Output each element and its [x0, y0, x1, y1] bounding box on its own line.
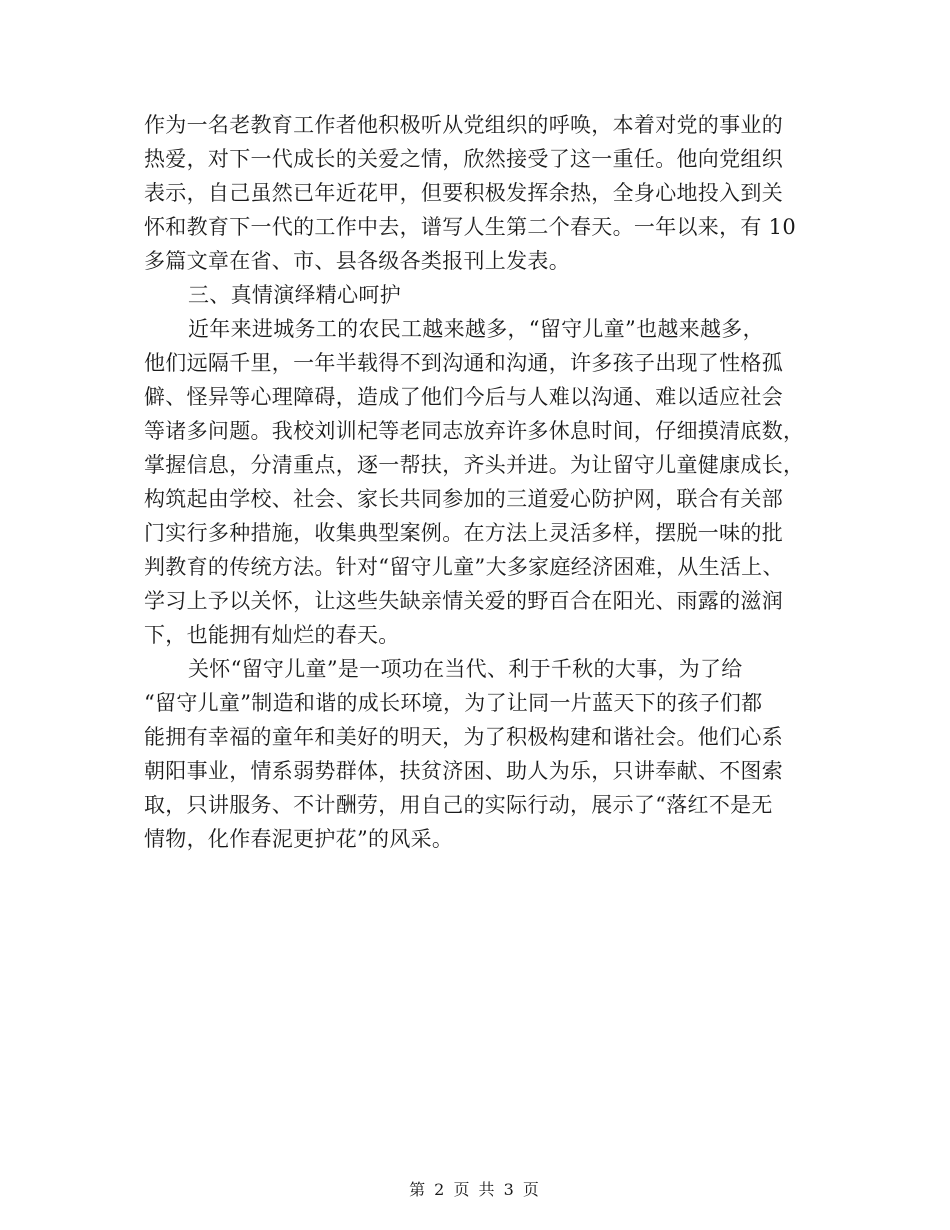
- text-line: 学习上予以关怀，让这些失缺亲情关爱的野百合在阳光、雨露的滋润: [144, 589, 783, 613]
- page-number-footer: 第 2 页 共 3 页: [409, 1180, 541, 1199]
- text-line: 掌握信息，分清重点，逐一帮扶，齐头并进。为让留守儿童健康成长，: [144, 453, 805, 477]
- text-line: 作为一名老教育工作者他积极听从党组织的呼唤，本着对党的事业的: [144, 113, 783, 137]
- document-body: [144, 108, 804, 856]
- text-line: 情物，化作春泥更护花”的风采。: [144, 827, 454, 851]
- text-line: 下，也能拥有灿烂的春天。: [144, 623, 400, 647]
- text-line: 热爱，对下一代成长的关爱之情，欣然接受了这一重任。他向党组织: [144, 147, 783, 171]
- text-line: 他们远隔千里，一年半载得不到沟通和沟通，许多孩子出现了性格孤: [144, 351, 783, 375]
- paragraph-1: [144, 108, 804, 278]
- text-line: 近年来进城务工的农民工越来越多，“留守儿童”也越来越多，: [188, 317, 764, 341]
- paragraph-3: [144, 652, 804, 856]
- text-line: 怀和教育下一代的工作中去，谱写人生第二个春天。一年以来，有 10: [144, 215, 796, 239]
- text-line: 多篇文章在省、市、县各级各类报刊上发表。: [144, 249, 570, 273]
- heading-line: 三、真情演绎精心呵护: [188, 283, 401, 307]
- text-line: 僻、怪异等心理障碍，造成了他们今后与人难以沟通、难以适应社会: [144, 385, 783, 409]
- text-line: 朝阳事业，情系弱势群体，扶贫济困、助人为乐，只讲奉献、不图索: [144, 759, 783, 783]
- text-line: 取，只讲服务、不计酬劳，用自己的实际行动，展示了“落红不是无: [144, 793, 773, 817]
- section-heading: [144, 278, 804, 312]
- text-line: “留守儿童”制造和谐的成长环境，为了让同一片蓝天下的孩子们都: [144, 691, 763, 715]
- text-line: 门实行多种措施，收集典型案例。在方法上灵活多样，摆脱一味的批: [144, 521, 783, 545]
- paragraph-2: [144, 312, 804, 652]
- text-line: 表示，自己虽然已年近花甲，但要积极发挥余热，全身心地投入到关: [144, 181, 783, 205]
- text-line: 关怀“留守儿童”是一项功在当代、利于千秋的大事，为了给: [188, 657, 743, 681]
- text-line: 判教育的传统方法。针对“留守儿童”大多家庭经济困难，从生活上、: [144, 555, 784, 579]
- text-line: 能拥有幸福的童年和美好的明天，为了积极构建和谐社会。他们心系: [144, 725, 783, 749]
- text-line: 构筑起由学校、社会、家长共同参加的三道爱心防护网，联合有关部: [144, 487, 783, 511]
- text-line: 等诸多问题。我校刘训杞等老同志放弃许多休息时间，仔细摸清底数，: [144, 419, 805, 443]
